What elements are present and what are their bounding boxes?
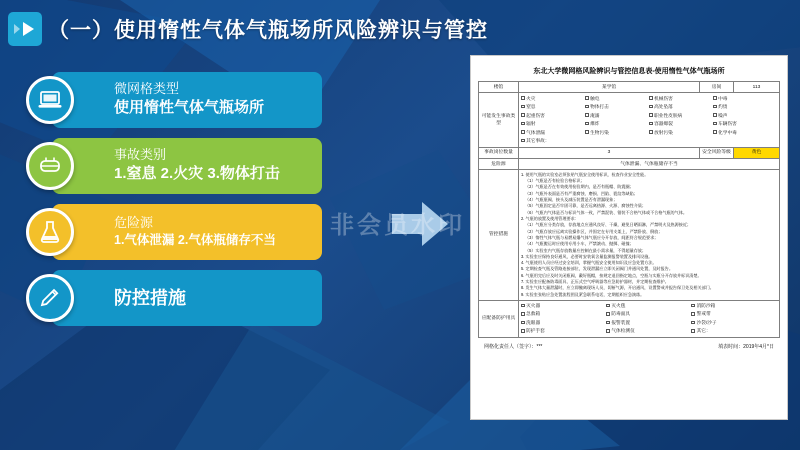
table-row-hazard: [479, 159, 780, 170]
measure-line: 5. 定期检查气瓶及管路连接部位，发现泄漏应立即关闭阀门并通风处置，及时报告。: [521, 266, 673, 272]
measure-line: （2）气瓶存放应远离实验操作区，并固定在专用支架上，严禁卧放、倒放；: [525, 228, 663, 234]
hazard-label: 危险源: [479, 159, 519, 170]
checkbox-icon[interactable]: [713, 130, 717, 134]
measure-line: （6）气瓶内气体是否与标识气体一致，严禁混装、错装不合格气体或不合格气瓶的气体。: [525, 209, 687, 215]
checklist-item[interactable]: 高处坠落: [649, 103, 713, 111]
measure-line: 1. 使用气瓶的实验室必须张贴气瓶安全使用标识，检查作业安全性能。: [521, 171, 649, 177]
checklist-item[interactable]: 机械伤害: [649, 95, 713, 103]
checklist-item[interactable]: 职业性皮肤病: [649, 112, 713, 120]
checkbox-icon[interactable]: [691, 312, 695, 316]
checklist-item[interactable]: 灼烫: [713, 103, 777, 111]
checkbox-icon[interactable]: [713, 122, 717, 126]
count-value: 3: [519, 147, 700, 158]
checkbox-icon[interactable]: [585, 96, 589, 100]
card-value: 1.气体泄漏 2.气体瓶储存不当: [114, 233, 276, 247]
checklist-item[interactable]: 消防沙箱: [691, 302, 776, 310]
building-label: 楼馆: [479, 82, 519, 93]
room-label: 房间: [700, 82, 734, 93]
measure-line: （4）气瓶搬运时应使用专用小车，严禁滚动、抛掷、碰撞；: [525, 241, 634, 247]
checkbox-icon[interactable]: [606, 312, 610, 316]
card-accident-type[interactable]: [52, 138, 322, 194]
checkbox-icon[interactable]: [521, 329, 525, 333]
risk-level-badge: 黄色: [734, 147, 780, 158]
checklist-item[interactable]: 报警装置: [606, 319, 691, 327]
footer-signature: 网格化责任人（签字）：***: [484, 344, 543, 351]
checkbox-icon[interactable]: [521, 321, 525, 325]
checklist-item[interactable]: 放射污染: [649, 129, 713, 137]
checklist-item[interactable]: 噪声: [713, 112, 777, 120]
info-card-list: [52, 72, 322, 336]
table-row-measures: [479, 170, 780, 300]
checklist-item[interactable]: 沙袋/沙子: [691, 319, 776, 327]
checkbox-icon[interactable]: [649, 122, 653, 126]
checkbox-icon[interactable]: [713, 105, 717, 109]
checklist-item[interactable]: 防护手套: [521, 327, 606, 335]
checkbox-icon[interactable]: [606, 329, 610, 333]
equipment-label: 应配备防护用具: [479, 300, 519, 338]
watermark-text: 非会员水印: [330, 212, 465, 239]
checkbox-icon[interactable]: [521, 312, 525, 316]
table-row-accident-types: [479, 93, 780, 148]
checklist-item[interactable]: 警戒带: [691, 310, 776, 318]
checklist-item[interactable]: 生物污染: [585, 129, 649, 137]
checkbox-icon[interactable]: [585, 122, 589, 126]
checkbox-icon[interactable]: [649, 130, 653, 134]
checklist-item[interactable]: 车辆伤害: [713, 120, 777, 128]
checklist-item[interactable]: 淹溺: [585, 112, 649, 120]
checklist-item[interactable]: 气体泄漏: [521, 129, 585, 137]
checkbox-icon[interactable]: [521, 105, 525, 109]
checkbox-icon[interactable]: [649, 105, 653, 109]
checkbox-icon[interactable]: [606, 321, 610, 325]
checklist-item[interactable]: 容器爆裂: [649, 120, 713, 128]
table-row-location: [479, 82, 780, 93]
risk-level-label: 安全风险等级: [700, 147, 734, 158]
checkbox-icon[interactable]: [713, 96, 717, 100]
flask-icon: [26, 208, 74, 256]
play-logo-icon: [8, 12, 42, 46]
checkbox-icon[interactable]: [585, 130, 589, 134]
card-value: 1.窒息 2.火灾 3.物体打击: [114, 165, 280, 183]
checkbox-icon[interactable]: [713, 113, 717, 117]
checkbox-icon[interactable]: [585, 113, 589, 117]
hazard-value: 气体泄漏、气体瓶储存不当: [519, 159, 780, 170]
measures-label: 管控措施: [479, 170, 519, 300]
table-row-equipment: [479, 300, 780, 338]
checkbox-icon[interactable]: [521, 96, 525, 100]
checkbox-icon[interactable]: [521, 113, 525, 117]
checklist-item[interactable]: 气体检测仪: [606, 327, 691, 335]
checklist-item[interactable]: 洗眼器: [521, 319, 606, 327]
checkbox-icon[interactable]: [691, 321, 695, 325]
card-value: 使用惰性气体气瓶场所: [114, 99, 265, 117]
count-label: 事故岗位数量: [479, 147, 519, 158]
room-value: 113: [734, 82, 780, 93]
fire-extinguisher-icon: [26, 142, 74, 190]
table-footer: [478, 338, 780, 350]
checkbox-icon[interactable]: [691, 304, 695, 308]
checkbox-icon[interactable]: [691, 329, 695, 333]
checklist-item[interactable]: 火灾: [521, 95, 585, 103]
building-value: 某学馆: [519, 82, 700, 93]
footer-date: 填表时间：2019年4月*日: [718, 344, 774, 351]
card-label: 危险源: [114, 215, 154, 231]
checklist-item[interactable]: 化学中毒: [713, 129, 777, 137]
measure-line: （4）气瓶瓶阀、接头及减压装置是否有泄漏现象；: [525, 197, 618, 203]
equipment-checklist: [519, 300, 780, 338]
page-title: （一）使用惰性气体气瓶场所风险辨识与管控: [48, 19, 488, 42]
card-control-measures[interactable]: [52, 270, 322, 326]
measure-line: （1）气瓶是否有检验合格标识；: [525, 178, 585, 184]
accident-type-checklist: [519, 93, 780, 148]
measure-line: 3. 实验室应保持良好通风，必要时安装氧含量监测报警装置及排风设施。: [521, 253, 653, 259]
risk-info-table: [478, 81, 780, 338]
right-arrow-icon: [392, 198, 448, 250]
measure-line: 6. 气瓶用完后应及时关闭瓶阀，戴好瓶帽，按规定退回指定地点，空瓶与实瓶分开存放并标识清楚。: [521, 272, 702, 278]
checkbox-icon[interactable]: [521, 304, 525, 308]
checkbox-icon[interactable]: [521, 139, 525, 143]
card-grid-type[interactable]: [52, 72, 322, 128]
measure-line: （5）气瓶固定是否牢固可靠，是否远离热源、火源、腐蚀性介质；: [525, 203, 646, 209]
checklist-item[interactable]: 急救箱: [521, 310, 606, 318]
checklist-item[interactable]: 爆炸: [585, 120, 649, 128]
risk-info-table-panel: [470, 55, 788, 420]
measure-line: （5）实验室内气瓶存放数量应控制在最小需求量，不得超量存放；: [525, 247, 646, 253]
checkbox-icon[interactable]: [606, 304, 610, 308]
checklist-item[interactable]: 其它：: [691, 327, 776, 335]
checklist-item[interactable]: 触电: [585, 95, 649, 103]
checkbox-icon[interactable]: [649, 113, 653, 117]
pencil-icon: [26, 274, 74, 322]
laptop-icon: [26, 76, 74, 124]
table-title: 东北大学微网格风险辨识与管控信息表-使用惰性气体气瓶场所: [533, 68, 725, 75]
measure-line: 9. 实验室张贴应急处置流程图及紧急联系电话，定期组织应急演练。: [521, 291, 645, 297]
measure-line: 8. 发生气体大量泄漏时，应立即撤离现场人员，切断气源，开启通风，设置警戒并报告保卫处及相关部门。: [521, 285, 714, 291]
checklist-item[interactable]: 物体打击: [585, 103, 649, 111]
table-row-count-level: [479, 147, 780, 158]
measure-line: 4. 气瓶使用人员应经过安全培训，掌握气瓶安全使用知识及应急处置方法。: [521, 260, 657, 266]
checkbox-icon[interactable]: [585, 105, 589, 109]
checklist-item[interactable]: 防毒面具: [606, 310, 691, 318]
checklist-item[interactable]: 辐射: [521, 120, 585, 128]
checkbox-icon[interactable]: [521, 130, 525, 134]
checkbox-icon[interactable]: [649, 96, 653, 100]
measure-line: 2. 气瓶的放置及使用管理要求：: [521, 215, 579, 221]
measures-value: [519, 170, 780, 300]
checklist-item[interactable]: 中毒: [713, 95, 777, 103]
measure-line: （3）惰性气体气瓶与易燃易爆气体气瓶应分开存放，间距符合规范要求；: [525, 234, 659, 240]
card-label: 事故类别: [114, 147, 167, 163]
card-value: 防控措施: [114, 287, 186, 308]
measure-line: （1）气瓶应分类存放，存放地点应通风良好、干燥，避免日晒雨淋，严禁明火及热源接近；: [525, 222, 692, 228]
checkbox-icon[interactable]: [521, 122, 525, 126]
checklist-item[interactable]: 其它事故：: [521, 137, 585, 145]
checklist-item[interactable]: 灭火毯: [606, 302, 691, 310]
card-hazard-source[interactable]: [52, 204, 322, 260]
measure-line: 7. 实验室应配备防毒面具、正压式空气呼吸器等应急防护器材，并定期检查维护。: [521, 279, 669, 285]
checklist-item[interactable]: 灭火器: [521, 302, 606, 310]
measure-line: （3）气瓶外表面是否有严重腐蚀、磨损、凹陷、裂纹等缺陷；: [525, 190, 638, 196]
card-label: 微网格类型: [114, 81, 180, 97]
measure-line: （2）气瓶是否在有效使用检验期内，是否有瓶帽、防震圈；: [525, 184, 634, 190]
accident-type-label: 可能发生事故类型: [479, 93, 519, 148]
checklist-item[interactable]: 起重伤害: [521, 112, 585, 120]
checklist-item[interactable]: 窒息: [521, 103, 585, 111]
